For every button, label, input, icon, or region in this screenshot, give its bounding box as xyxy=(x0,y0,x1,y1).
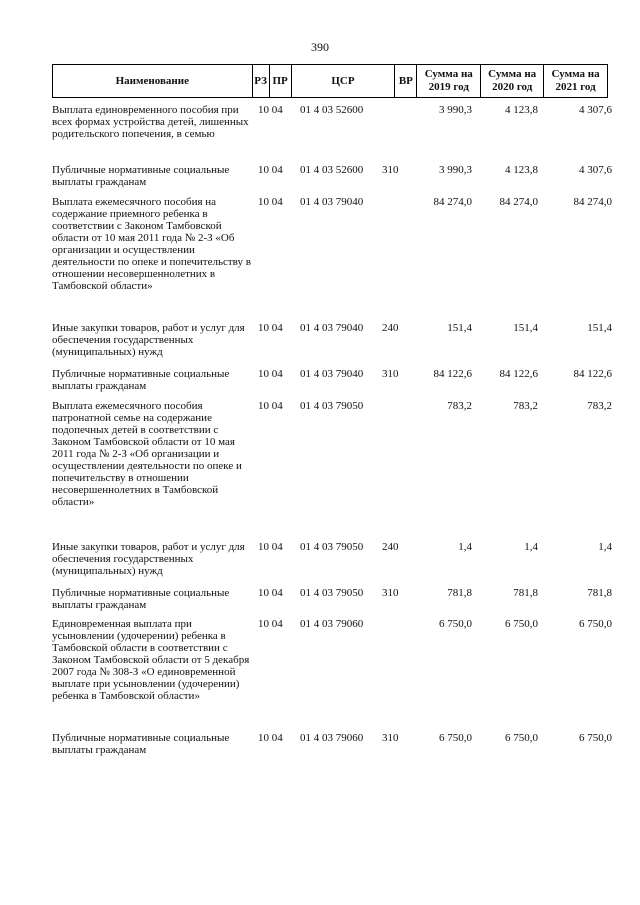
row-sum-2020: 6 750,0 xyxy=(505,732,538,744)
row-sum-2021: 84 122,6 xyxy=(573,368,612,380)
row-vr: 240 xyxy=(382,322,399,334)
row-sum-2020: 781,8 xyxy=(513,587,538,599)
header-sum-2021: Сумма на 2021 год xyxy=(551,68,600,93)
row-name: Выплата ежемесячного пособия патронатной семье на содержание подопечных детей в соответствии с Законом Тамбовской области от 10 мая 2011 года № 2-З «Об организации и осуществлении деятельности по опеке и попечительству в отношении несовершеннолетних в Тамбовской области» xyxy=(52,400,242,508)
row-sum-2020: 4 123,8 xyxy=(505,104,538,116)
row-sum-2020: 4 123,8 xyxy=(505,164,538,176)
row-rzpr: 10 04 xyxy=(258,732,283,744)
row-name: Публичные нормативные социальные выплаты гражданам xyxy=(52,164,230,188)
row-sum-2020: 84 122,6 xyxy=(499,368,538,380)
row-sum-2020: 6 750,0 xyxy=(505,618,538,630)
row-name: Иные закупки товаров, работ и услуг для обеспечения государственных (муниципальных) нужд xyxy=(52,541,245,577)
row-rzpr: 10 04 xyxy=(258,104,283,116)
row-sum-2021: 151,4 xyxy=(587,322,612,334)
row-csr: 01 4 03 79050 xyxy=(300,587,364,599)
header-name: Наименование xyxy=(53,65,253,97)
row-sum-2019: 3 990,3 xyxy=(439,104,472,116)
row-csr: 01 4 03 79040 xyxy=(300,196,364,208)
row-rzpr: 10 04 xyxy=(258,400,283,412)
header-vr: ВР xyxy=(395,65,417,97)
row-csr: 01 4 03 79040 xyxy=(300,368,364,380)
row-sum-2019: 1,4 xyxy=(458,541,472,553)
row-sum-2020: 84 274,0 xyxy=(499,196,538,208)
row-sum-2019: 783,2 xyxy=(447,400,472,412)
row-sum-2021: 4 307,6 xyxy=(579,164,612,176)
row-rzpr: 10 04 xyxy=(258,196,283,208)
row-sum-2021: 783,2 xyxy=(587,400,612,412)
row-csr: 01 4 03 79060 xyxy=(300,732,364,744)
row-sum-2021: 84 274,0 xyxy=(573,196,612,208)
row-vr: 310 xyxy=(382,368,399,380)
row-csr: 01 4 03 79050 xyxy=(300,400,364,412)
row-rzpr: 10 04 xyxy=(258,164,283,176)
row-sum-2021: 1,4 xyxy=(598,541,612,553)
header-rz: РЗ xyxy=(253,65,270,97)
row-name: Единовременная выплата при усыновлении (удочерении) ребенка в Тамбовской области в соответствии с Законом Тамбовской области от 5 декабря 2007 года № 308-З «О единовременной выплате при усыновлении (удочерении) ребенка в Тамбовской области» xyxy=(52,618,250,702)
row-csr: 01 4 03 79050 xyxy=(300,541,364,553)
page-number: 390 xyxy=(311,40,329,54)
row-csr: 01 4 03 52600 xyxy=(300,164,364,176)
row-sum-2020: 783,2 xyxy=(513,400,538,412)
row-sum-2020: 151,4 xyxy=(513,322,538,334)
row-sum-2021: 781,8 xyxy=(587,587,612,599)
table-header xyxy=(52,64,608,98)
row-name: Публичные нормативные социальные выплаты гражданам xyxy=(52,732,230,756)
row-vr: 310 xyxy=(382,587,399,599)
row-sum-2019: 3 990,3 xyxy=(439,164,472,176)
header-sum-2020: Сумма на 2020 год xyxy=(481,65,544,97)
row-sum-2019: 6 750,0 xyxy=(439,618,472,630)
row-vr: 240 xyxy=(382,541,399,553)
row-sum-2020: 1,4 xyxy=(524,541,538,553)
header-sum-2019: Сумма на 2019 год xyxy=(417,65,481,97)
row-csr: 01 4 03 79060 xyxy=(300,618,364,630)
row-name: Выплата единовременного пособия при всех формах устройства детей, лишенных родительского попечения, в семью xyxy=(52,104,249,140)
header-pr: ПР xyxy=(270,65,292,97)
row-rzpr: 10 04 xyxy=(258,541,283,553)
row-name: Иные закупки товаров, работ и услуг для обеспечения государственных (муниципальных) нужд xyxy=(52,322,245,358)
row-csr: 01 4 03 79040 xyxy=(300,322,364,334)
row-sum-2021: 6 750,0 xyxy=(579,618,612,630)
row-sum-2021: 6 750,0 xyxy=(579,732,612,744)
row-name: Публичные нормативные социальные выплаты гражданам xyxy=(52,368,230,392)
row-name: Публичные нормативные социальные выплаты гражданам xyxy=(52,587,230,611)
row-sum-2019: 151,4 xyxy=(447,322,472,334)
header-csr: ЦСР xyxy=(292,65,396,97)
row-csr: 01 4 03 52600 xyxy=(300,104,364,116)
row-vr: 310 xyxy=(382,732,399,744)
row-sum-2019: 84 274,0 xyxy=(433,196,472,208)
row-vr: 310 xyxy=(382,164,399,176)
row-rzpr: 10 04 xyxy=(258,618,283,630)
row-rzpr: 10 04 xyxy=(258,322,283,334)
row-rzpr: 10 04 xyxy=(258,368,283,380)
row-sum-2019: 781,8 xyxy=(447,587,472,599)
row-sum-2021: 4 307,6 xyxy=(579,104,612,116)
row-rzpr: 10 04 xyxy=(258,587,283,599)
row-name: Выплата ежемесячного пособия на содержание приемного ребенка в соответствии с Законом Тамбовской области от 10 мая 2011 года № 2-З «Об организации и осуществлении деятельности по опеке и попечительству в отношении несовершеннолетних в Тамбовской области» xyxy=(52,196,251,292)
row-sum-2019: 84 122,6 xyxy=(433,368,472,380)
row-sum-2019: 6 750,0 xyxy=(439,732,472,744)
